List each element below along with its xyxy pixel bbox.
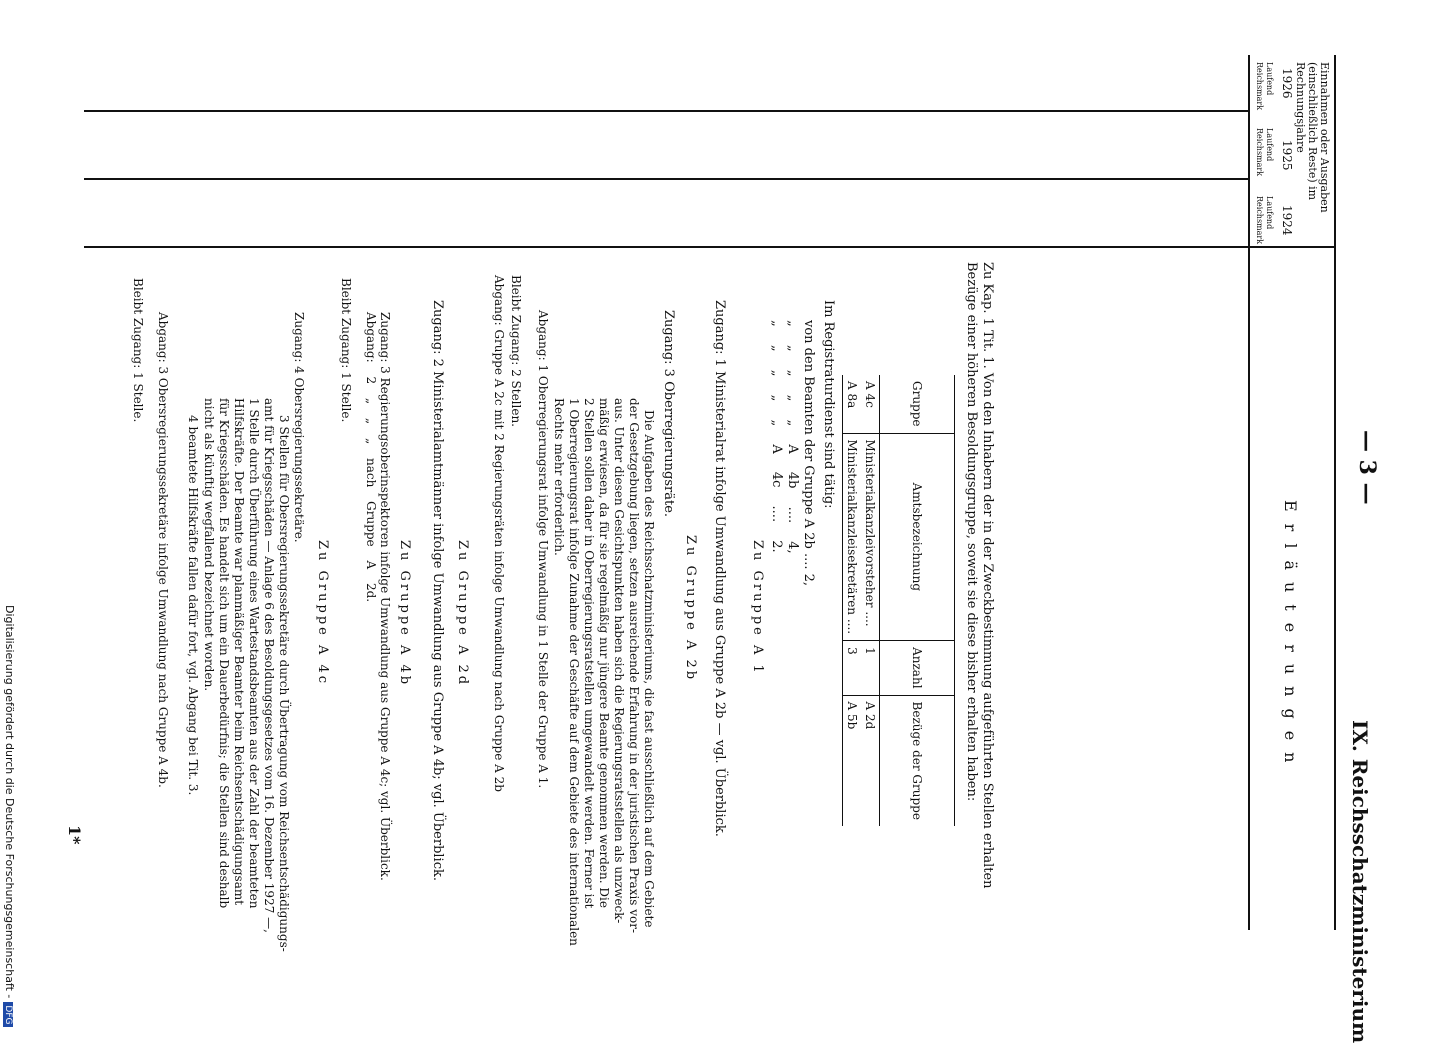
a2b-bleibt: Bleibt Zugang: 2 Stellen. [509, 275, 523, 427]
a2b-p4: mäßig erwiesen, da für sie regelmäßig nur jüngere Beamte genommen werden. Die [597, 398, 611, 908]
a2b-p5: 2 Stellen sollen daher in Oberregierungsratstellen umgewandelt werden. Ferner ist [582, 398, 596, 909]
a4c-bleibt: Bleibt Zugang: 1 Stelle. [131, 278, 145, 423]
rot-year-1925: 1925 [1280, 140, 1294, 171]
a2d-text: Zugang: 2 Ministerialamtmänner infolge Umwandlung aus Gruppe A 4b; vgl. Überblick. [430, 300, 445, 882]
reg-line1: Im Registraturdienst sind tätig: [821, 300, 836, 509]
rot-year-1925-sub: Laufend Reichsmark [1255, 128, 1274, 177]
th-bezuege: Bezüge der Gruppe [880, 695, 955, 826]
reg-line2: von den Beamten der Gruppe A 2b .... 2, [801, 320, 816, 587]
a2b-p6: 1 Oberregierungsrat infolge Zunahme der Geschäfte auf dem Gebiete des internationalen [567, 398, 581, 946]
cell: Ministerialkanzleisekretären .... [843, 433, 862, 641]
right-vertical-rule [1334, 55, 1336, 930]
header-vertical-rule [1248, 55, 1250, 930]
a1-text: Zugang: 1 Ministerialrat infolge Umwandlung aus Gruppe A 2b — vgl. Überblick. [712, 300, 727, 837]
a4c-p1: 3 Stellen für Obersregierungssekretäre durch Übertragung vom Reichsentschädigungs- [277, 415, 291, 952]
reg-line3: „ „ „ „ „ A 4b .... 4, [785, 320, 800, 554]
rot-title: IX. Reichsschatzministerium [1348, 720, 1372, 1043]
a4b-bleibt: Bleibt Zugang: 1 Stelle. [339, 278, 353, 423]
a2b-p3: aus. Unter diesen Gesichtspunkten haben sich die Regierungsratsstellen als unzweck- [612, 398, 626, 924]
cell: Ministerialkanzleivorsteher .... [861, 433, 880, 641]
cell: A 2d [863, 701, 877, 730]
cell: A 5b [843, 695, 862, 826]
row-rule-1 [84, 110, 1248, 112]
th-amt: Amtsbezeichnung [880, 433, 955, 641]
rot-intro: Zu Kap. 1 Tit. 1. Von den Inhabern der in der Zweckbestimmung aufgeführten Stellen erhalten Bezüge einer höheren Besoldungsgruppe, soweit sie diese bisher erhalten haben: [964, 262, 995, 889]
a4b-zugang: Zugang: 3 Regierungsoberinspektoren infolge Umwandlung aus Gruppe A 4c; vgl. Überblick. [378, 312, 392, 881]
a2b-zugang: Zugang: 3 Oberregierungsräte. [661, 310, 676, 518]
a4c-p7: 4 beamtete Hilfskräfte fallen dafür fort, vgl. Abgang bei Tit. 3. [186, 415, 200, 796]
table-row [861, 375, 880, 826]
a4c-p3: 1 Stelle durch Überführung eines Wartestandsbeamten aus der Zahl der beamteten [247, 398, 261, 909]
a2b-abgang: Abgang: 1 Oberregierungsrat infolge Umwandlung in 1 Stelle der Gruppe A 1. [536, 310, 550, 789]
a4b-abgang: Abgang: 2 „ „ „ nach Gruppe A 2d. [364, 312, 378, 603]
rot-year-1924-sub: Laufend Reichsmark [1255, 196, 1274, 245]
a2b-p2: der Gesetzgebung liegen, setzen ausreichende Erfahrung in der juristischen Praxis vor- [627, 398, 641, 934]
signature-mark: 1* [65, 825, 84, 845]
footer-text: Digitalisierung gefördert durch die Deutsche Forschungsgemeinschaft - [3, 605, 16, 999]
rot-year-1924: 1924 [1280, 205, 1294, 236]
rot-year-1926: 1926 [1280, 68, 1294, 99]
a4c-p4: Hilfskräfte. Der Beamte war planmäßiger Beamter beim Reichsentschädigungsamt [232, 398, 246, 906]
a4b-heading: Zu Gruppe A 4b [397, 540, 412, 688]
a4c-abgang: Abgang: 3 Obersregierungssekretäre infolge Umwandlung nach Gruppe A 4b. [156, 312, 170, 788]
a2b-p7: Rechts mehr erforderlich. [552, 398, 566, 556]
a4c-p2: amt für Kriegsschäden — Anlage 6 des Besoldungsgesetzes vom 16. Dezember 1927 —, [262, 398, 276, 933]
a1-heading: Zu Gruppe A 1 [750, 540, 765, 676]
th-anzahl: Anzahl [880, 641, 955, 695]
cell: 1 [861, 641, 880, 695]
rot-page-number: — 3 — [1354, 430, 1380, 505]
reg-line4: „ „ „ „ „ A 4c .... 2. [769, 320, 784, 553]
cell: A 4c [861, 375, 880, 433]
a2b-heading: Zu Gruppe A 2b [683, 535, 698, 683]
dfg-logo: DFG [3, 1002, 13, 1027]
a4c-p6: nicht als künftig wegfallend bezeichnet worden. [202, 398, 216, 692]
row-rule-3 [84, 246, 1248, 248]
digitization-footer [3, 605, 16, 1027]
a4c-p5: für Kriegsschäden. Es handelt sich um ein Dauerbedürfnis; die Stellen sind deshalb [217, 398, 231, 909]
a4c-heading: Zu Gruppe A 4c [315, 540, 330, 687]
group-table-visible [842, 375, 955, 826]
rot-columns-label: Einnahmen oder Ausgaben (einschließlich Reste) im Rechnungsjahre [1294, 62, 1331, 213]
row-rule-2 [84, 178, 1248, 180]
a2b-p1: Die Aufgaben des Reichsschatzministeriums, die fast ausschließlich auf dem Gebiete [642, 410, 656, 928]
table-row [843, 375, 862, 826]
a4c-zugang: Zugang: 4 Obersregierungssekretäre. [292, 312, 306, 543]
rot-table [842, 375, 955, 826]
cell: A 8a [843, 375, 862, 433]
th-gruppe: Gruppe [880, 375, 955, 433]
rot-year-1926-sub: Laufend Reichsmark [1255, 62, 1274, 111]
a2b-abgang2: Abgang: Gruppe A 2c mit 2 Regierungsräten infolge Umwandlung nach Gruppe A 2b [492, 275, 506, 792]
cell: 3 [843, 641, 862, 695]
rot-section: Erläuterungen [1281, 500, 1300, 775]
a2d-heading: Zu Gruppe A 2d [455, 540, 470, 688]
